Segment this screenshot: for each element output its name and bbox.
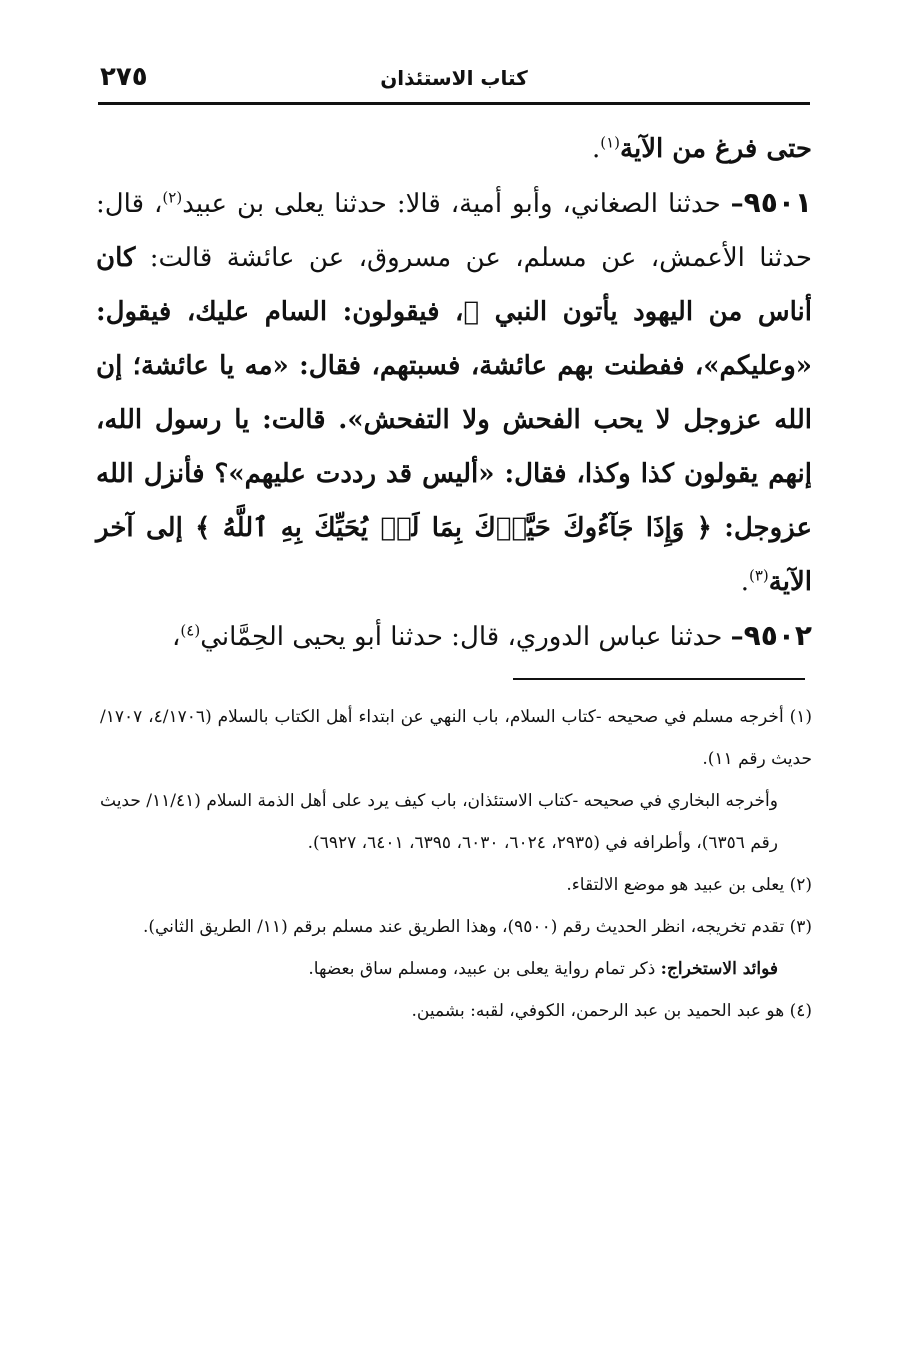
- main-text: [96, 122, 812, 664]
- continuation-text: حتى فرغ من الآية: [620, 134, 812, 164]
- footnotes: [100, 696, 812, 1032]
- hadith-text: كان أناس من اليهود يأتون النبي ﷺ، فيقولون: السام عليك، فيقول: «وعليكم»، ففطنت بهم عائشة، فسبتهم، فقال: «مه يا عائشة؛ إن الله عزوجل لا يحب الفحش ولا التفحش». قالت: يا رسول الله، إنهم يقولون كذا وكذا، فقال: «أليس قد رددت عليهم»؟ فأنزل الله عزوجل:: [96, 243, 812, 543]
- footnote-ref-2: (٢): [162, 188, 183, 207]
- footnote-ref-3: (٣): [748, 566, 769, 585]
- quran-verse: ﴿ وَإِذَا جَآءُوكَ حَيَّوۡكَ بِمَا لَمۡ يُحَيِّكَ بِهِ ٱللَّهُ ﴾: [195, 513, 712, 543]
- extraction-benefits-text: ذكر تمام رواية يعلى بن عبيد، ومسلم ساق بعضها.: [308, 959, 661, 979]
- extraction-benefits-label: فوائد الاستخراج:: [660, 959, 778, 979]
- hadith-chain: حدثنا عباس الدوري، قال: حدثنا أبو يحيى الحِمَّاني: [200, 622, 731, 652]
- footnote-ref-1: (١): [600, 133, 621, 152]
- continuation-end: .: [591, 134, 601, 164]
- footnote-ref-4: (٤): [180, 621, 201, 640]
- hadith-9502: [96, 609, 812, 664]
- verse-trailer: إلى آخر الآية: [96, 513, 812, 597]
- hadith-chain: حدثنا الصغاني، وأبو أمية، قالا: حدثنا يعلى بن عبيد: [182, 189, 731, 219]
- footnote-4: (٤) هو عبد الحميد بن عبد الرحمن، الكوفي، لقبه: بشمين.: [411, 1001, 812, 1021]
- extraction-benefits: [100, 948, 812, 990]
- hadith-narration: قال: حدثنا الأعمش، عن مسلم، عن مسروق، عن عائشة قالت:: [96, 189, 812, 273]
- hadith-dash: –: [730, 622, 744, 652]
- book-title: كتاب الاستئذان: [380, 66, 528, 90]
- hadith-chain-end: ،: [172, 622, 181, 652]
- footnote-3: (٣) تقدم تخريجه، انظر الحديث رقم (٩٥٠٠)، وهذا الطريق عند مسلم برقم (١١/ الطريق الثاني).: [142, 917, 812, 937]
- header-rule: [98, 102, 810, 105]
- hadith-dash: –: [730, 189, 744, 219]
- footnote-divider: [513, 678, 805, 680]
- footnote-1: (١) أخرجه مسلم في صحيحه -كتاب السلام، باب النهي عن ابتداء أهل الكتاب بالسلام (٤/١٧٠٦، ١٧٠٧/ حديث رقم ١١).: [100, 707, 812, 769]
- footnote-1-continued: وأخرجه البخاري في صحيحه -كتاب الاستئذان، باب كيف يرد على أهل الذمة السلام (١١/٤١/ حديث رقم ٦٣٥٦)، وأطرافه في (٢٩٣٥، ٦٠٢٤، ٦٠٣٠، ٦٣٩٥، ٦٤٠١، ٦٩٢٧).: [100, 791, 778, 853]
- continuation-line: [96, 122, 812, 176]
- verse-trailer-end: .: [740, 567, 749, 597]
- hadith-number: ٩٥٠٢: [743, 619, 812, 652]
- page-number: ٢٧٥: [100, 62, 148, 92]
- hadith-9501: [96, 176, 812, 609]
- running-header: [98, 62, 810, 102]
- hadith-chain-end: ،: [154, 189, 163, 219]
- footnote-2: (٢) يعلى بن عبيد هو موضع الالتقاء.: [566, 875, 812, 895]
- hadith-number: ٩٥٠١: [743, 186, 813, 219]
